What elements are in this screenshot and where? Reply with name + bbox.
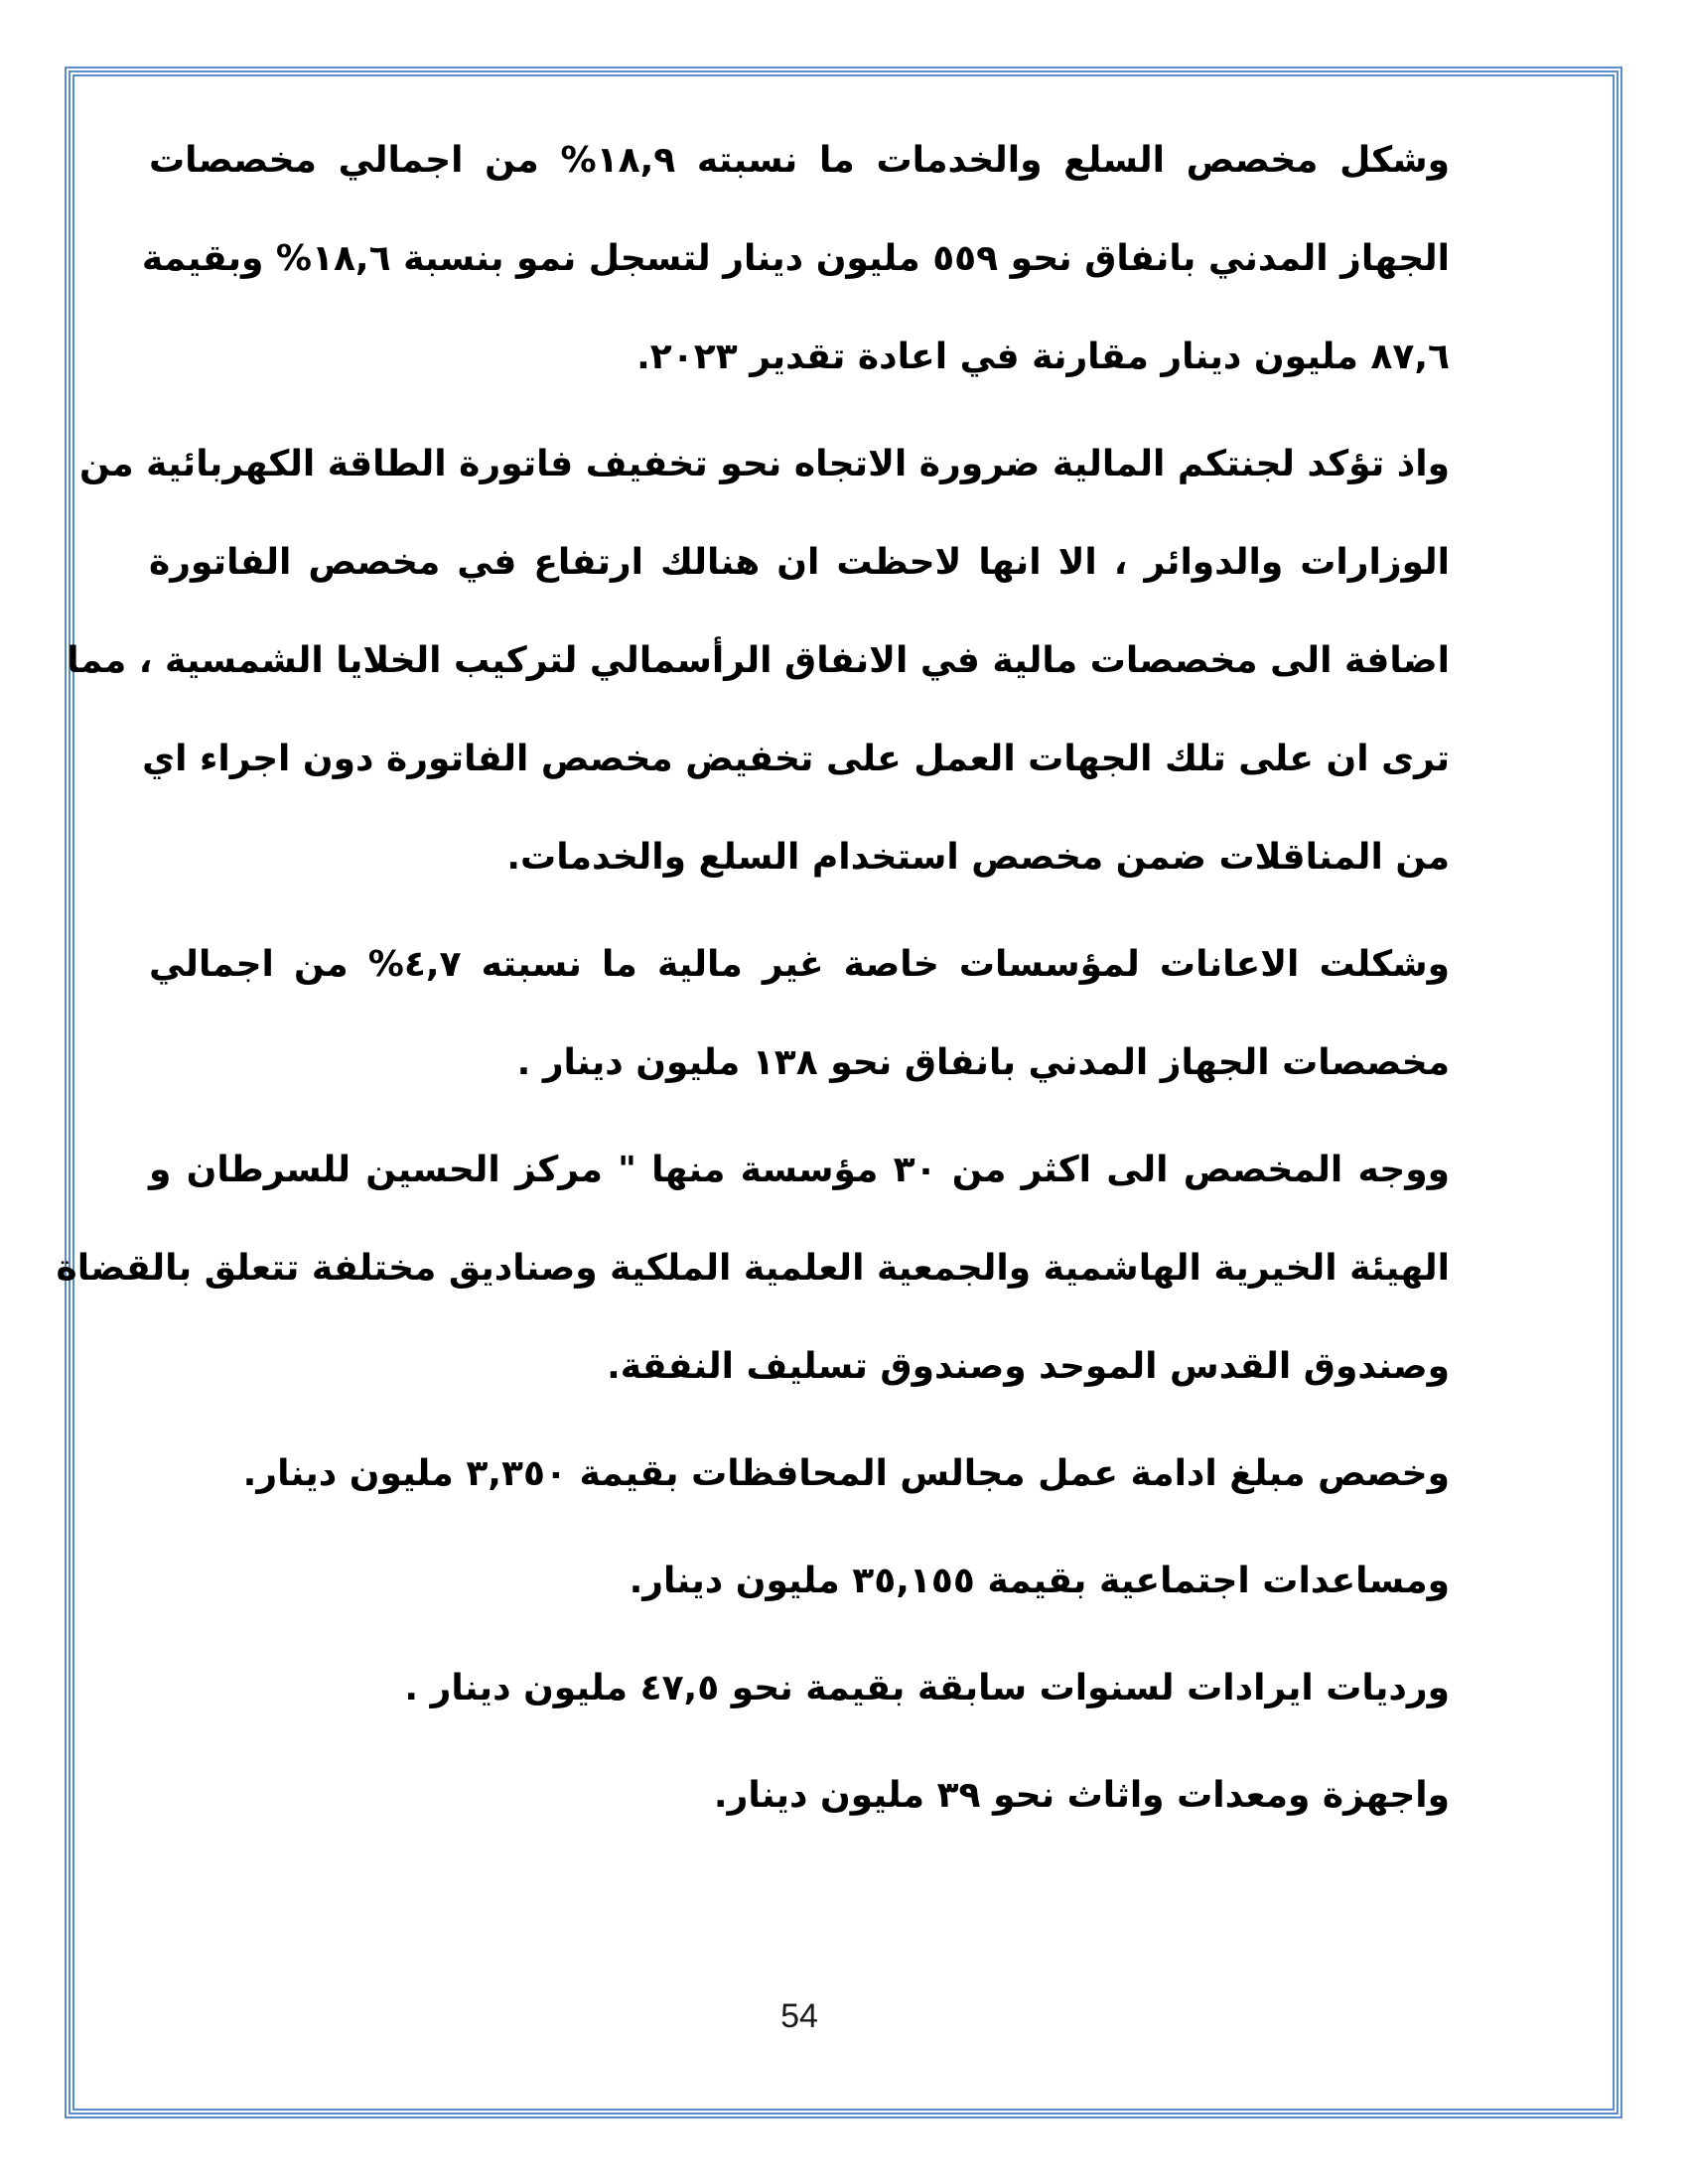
paragraph-governorate-councils bbox=[149, 1425, 1450, 1523]
text-line: ترى ان على تلك الجهات العمل على تخفيض مخصص الفاتورة دون اجراء اي bbox=[142, 739, 1450, 779]
text-line: وخصص مبلغ ادامة عمل مجالس المحافظات بقيمة ٣,٣٥٠ مليون دينار. bbox=[242, 1453, 1450, 1494]
paragraph-institutions bbox=[56, 1121, 1450, 1416]
paragraph-prior-year-revenues bbox=[149, 1639, 1450, 1737]
page-number: 54 bbox=[780, 1997, 818, 2035]
text-line: الوزارات والدوائر ، الا انها لاحظت ان هنالك ارتفاع في مخصص الفاتورة bbox=[149, 542, 1450, 583]
text-line: وصندوق القدس الموحد وصندوق تسليف النفقة. bbox=[607, 1346, 1450, 1387]
text-line: واجهزة ومعدات واثاث نحو ٣٩ مليون دينار. bbox=[713, 1775, 1450, 1816]
text-line: ومساعدات اجتماعية بقيمة ٣٥,١٥٥ مليون دينار. bbox=[629, 1561, 1450, 1601]
text-line: من المناقلات ضمن مخصص استخدام السلع والخدمات. bbox=[506, 837, 1450, 878]
text-line: ووجه المخصص الى اكثر من ٣٠ مؤسسة منها " مركز الحسين للسرطان و bbox=[149, 1150, 1450, 1190]
text-line: ٨٧,٦ مليون دينار مقارنة في اعادة تقدير ٢٠٢٣. bbox=[636, 337, 1450, 377]
text-line: وشكل مخصص السلع والخدمات ما نسبته ١٨,٩% من اجمالي مخصصات bbox=[149, 140, 1451, 181]
text-line: الهيئة الخيرية الهاشمية والجمعية العلمية الملكية وصناديق مختلفة تتعلق بالقضاة bbox=[56, 1248, 1450, 1289]
text-line: اضافة الى مخصصات مالية في الانفاق الرأسمالي لتركيب الخلايا الشمسية ، مما bbox=[67, 640, 1450, 681]
paragraph-social-assistance bbox=[149, 1532, 1450, 1630]
paragraph-equipment-furniture bbox=[149, 1746, 1450, 1844]
text-line: ورديات ايرادات لسنوات سابقة بقيمة نحو ٤٧,٥ مليون دينار . bbox=[404, 1668, 1450, 1708]
paragraph-goods-services bbox=[141, 111, 1451, 406]
paragraph-subsidies bbox=[149, 915, 1450, 1112]
text-line: واذ تؤكد لجنتكم المالية ضرورة الاتجاه نحو تخفيف فاتورة الطاقة الكهربائية من bbox=[78, 444, 1450, 484]
paragraph-electricity-bill bbox=[67, 415, 1450, 906]
document-body bbox=[56, 111, 1451, 1853]
text-line: مخصصات الجهاز المدني بانفاق نحو ١٣٨ مليون دينار . bbox=[516, 1042, 1450, 1083]
text-line: الجهاز المدني بانفاق نحو ٥٥٩ مليون دينار لتسجل نمو بنسبة ١٨,٦% وبقيمة bbox=[141, 238, 1450, 279]
text-line: وشكلت الاعانات لمؤسسات خاصة غير مالية ما نسبته ٤,٧% من اجمالي bbox=[149, 944, 1451, 985]
